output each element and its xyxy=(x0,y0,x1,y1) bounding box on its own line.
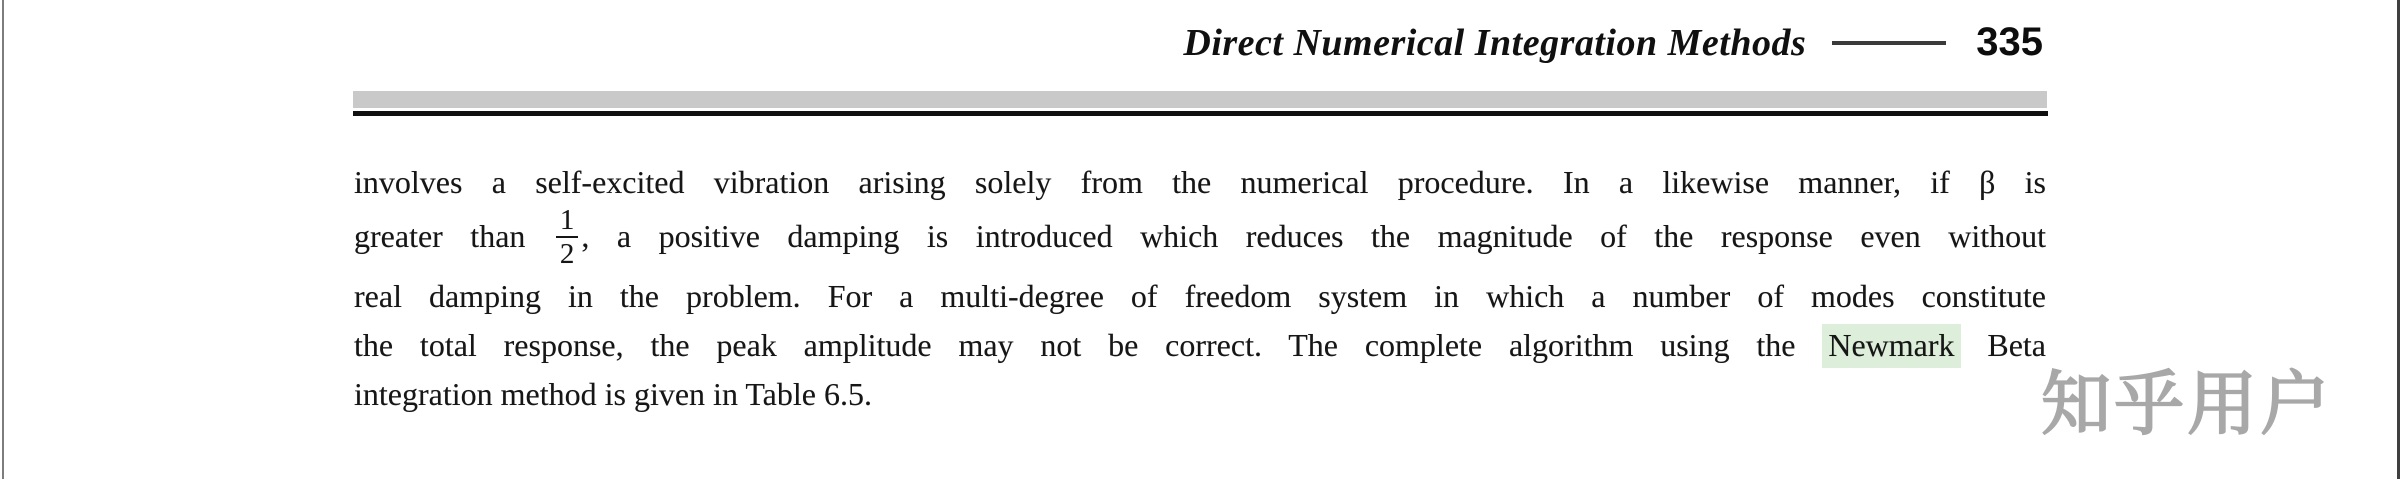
fraction-numerator: 1 xyxy=(559,204,575,236)
header-divider-line xyxy=(353,111,2048,116)
watermark-text: 知乎用户 xyxy=(2041,363,2333,445)
running-head-title: Direct Numerical Integration Methods xyxy=(1183,21,1807,64)
newmark-highlight: Newmark xyxy=(1822,324,1960,368)
running-head xyxy=(1183,20,2043,65)
line4-text-before: the total response, the peak amplitude may not be correct. The complete algorithm using the xyxy=(354,326,1823,363)
paragraph-line-2 xyxy=(354,204,2047,272)
line4-text-after: Beta xyxy=(1960,326,2047,363)
paragraph-line-4 xyxy=(354,321,2046,370)
scan-edge-left xyxy=(2,0,4,479)
body-paragraph xyxy=(354,158,2046,419)
paragraph-line-5: integration method is given in Table 6.5. xyxy=(354,375,872,412)
fraction-one-half xyxy=(556,205,579,270)
header-dash-rule xyxy=(1832,41,1946,45)
fraction-denominator: 2 xyxy=(556,236,579,269)
paragraph-line-1: involves a self-excited vibration arising solely from the numerical procedure. In a likewise manner, if β is xyxy=(354,164,2046,200)
paragraph-line-3: real damping in the problem. For a multi-degree of freedom system in which a number of modes constitute xyxy=(354,277,2046,314)
header-divider-bar xyxy=(353,91,2047,108)
scan-edge-right xyxy=(2397,0,2400,479)
line2-text-after: , a positive damping is introduced which reduces the magnitude of the response even without xyxy=(581,217,2047,254)
page-number: 335 xyxy=(1976,20,2043,64)
line2-text-before: greater than xyxy=(354,217,553,254)
